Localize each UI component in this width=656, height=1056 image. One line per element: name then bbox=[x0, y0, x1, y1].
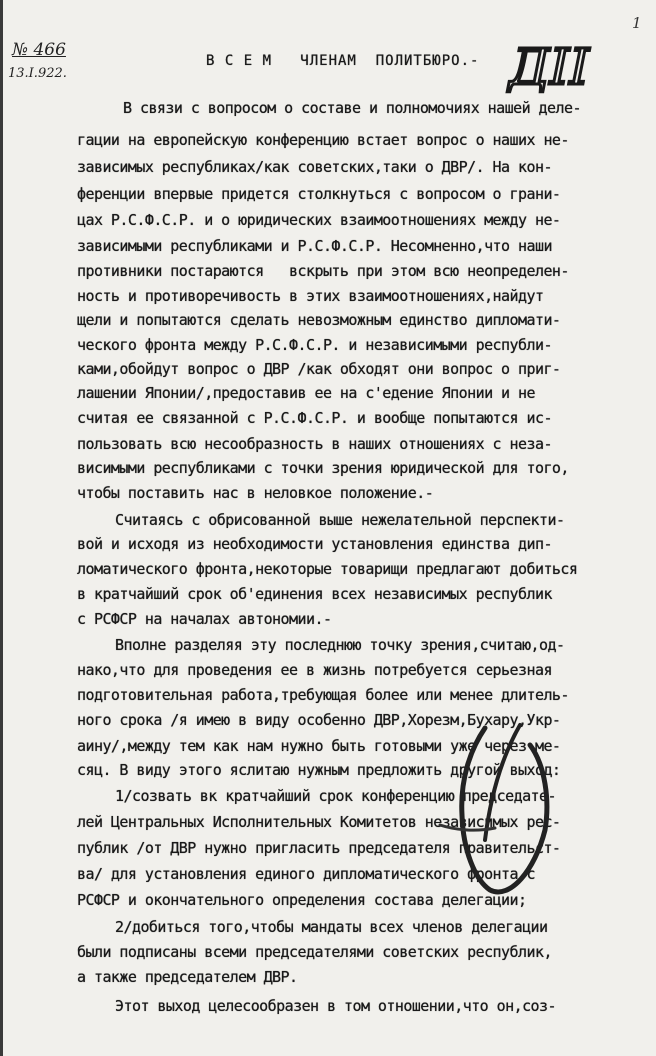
document-line: публик /от ДВР нужно пригласить председателя правительст- bbox=[77, 839, 561, 857]
document-line: щели и попытаются сделать невозможным единство дипломати- bbox=[77, 311, 561, 329]
document-line: В связи с вопросом о составе и полномочиях нашей деле- bbox=[123, 99, 581, 117]
document-line: Вполне разделяя эту последнюю точку зрения,считаю,од- bbox=[115, 636, 565, 654]
document-line: ного срока /я имею в виду особенно ДВР,Хорезм,Бухару,Укр- bbox=[77, 711, 561, 729]
document-line: 1/созвать вк кратчайший срок конференцию председате- bbox=[115, 787, 557, 805]
stamp-mark-text: ДII bbox=[509, 38, 590, 96]
document-line: зависимыми республиками и Р.С.Ф.С.Р. Несомненно,что наши bbox=[77, 237, 552, 255]
document-line: ва/ для установления единого дипломатического фронта с bbox=[77, 865, 535, 883]
document-line: Этот выход целесообразен в том отношении,что он,соз- bbox=[115, 997, 557, 1015]
document-line: нако,что для проведения ее в жизнь потребуется серьезная bbox=[77, 661, 552, 679]
document-line: с РСФСР на началах автономии.- bbox=[77, 610, 332, 628]
document-line: ференции впервые придется столкнуться с вопросом о грани- bbox=[77, 185, 561, 203]
document-line: противники постараются вскрыть при этом всю неопределен- bbox=[77, 262, 569, 280]
document-title: В С Е М ЧЛЕНАМ ПОЛИТБЮРО.- bbox=[206, 53, 480, 69]
document-line: Считаясь с обрисованной выше нежелательной перспекти- bbox=[115, 511, 565, 529]
document-line: в кратчайший срок об'единения всех независимых республик bbox=[77, 585, 552, 603]
document-line: вой и исходя из необходимости установления единства дип- bbox=[77, 535, 552, 553]
document-line: ческого фронта между Р.С.Ф.С.Р. и независимыми республи- bbox=[77, 336, 552, 354]
handwritten-stamp-mark bbox=[505, 22, 615, 102]
page-number: 1 bbox=[632, 14, 642, 32]
document-line: а также председателем ДВР. bbox=[77, 968, 298, 986]
archive-date: 13.I.922. bbox=[8, 66, 67, 81]
document-line: висимыми республиками с точки зрения юридической для того, bbox=[77, 459, 569, 477]
document-line: лашении Японии/,предоставив ее на с'едение Японии и не bbox=[77, 384, 535, 402]
document-line: аину/,между тем как нам нужно быть готовыми уже через ме- bbox=[77, 737, 561, 755]
document-line: чтобы поставить нас в неловкое положение.- bbox=[77, 484, 434, 502]
document-line: ломатического фронта,некоторые товарищи предлагают добиться bbox=[77, 560, 578, 578]
document-line: ками,обойдут вопрос о ДВР /как обходят они вопрос о приг- bbox=[77, 360, 561, 378]
document-line: 2/добиться того,чтобы мандаты всех членов делегации bbox=[115, 918, 548, 936]
document-line: ность и противоречивость в этих взаимоотношениях,найдут bbox=[77, 287, 544, 305]
document-line: зависимых республиках/как советских,таки о ДВР/. На кон- bbox=[77, 158, 552, 176]
document-line: цах Р.С.Ф.С.Р. и о юридических взаимоотношениях между не- bbox=[77, 211, 561, 229]
document-line: сяц. В виду этого яслитаю нужным предложить другой выход: bbox=[77, 761, 561, 779]
document-line: были подписаны всеми председателями советских республик, bbox=[77, 943, 552, 961]
archive-number: № 466 bbox=[12, 40, 66, 60]
document-line: гации на европейскую конференцию встает вопрос о наших не- bbox=[77, 131, 569, 149]
handwritten-scribble bbox=[400, 720, 580, 900]
document-line: лей Центральных Исполнительных Комитетов независимых рес- bbox=[77, 813, 561, 831]
document-line: пользовать всю несообразность в наших отношениях с неза- bbox=[77, 435, 552, 453]
document-line: считая ее связанной с Р.С.Ф.С.Р. и вообще попытаются ис- bbox=[77, 409, 552, 427]
document-line: РСФСР и окончательного определения состава делегации; bbox=[77, 891, 527, 909]
document-line: подготовительная работа,требующая более или менее длитель- bbox=[77, 686, 569, 704]
